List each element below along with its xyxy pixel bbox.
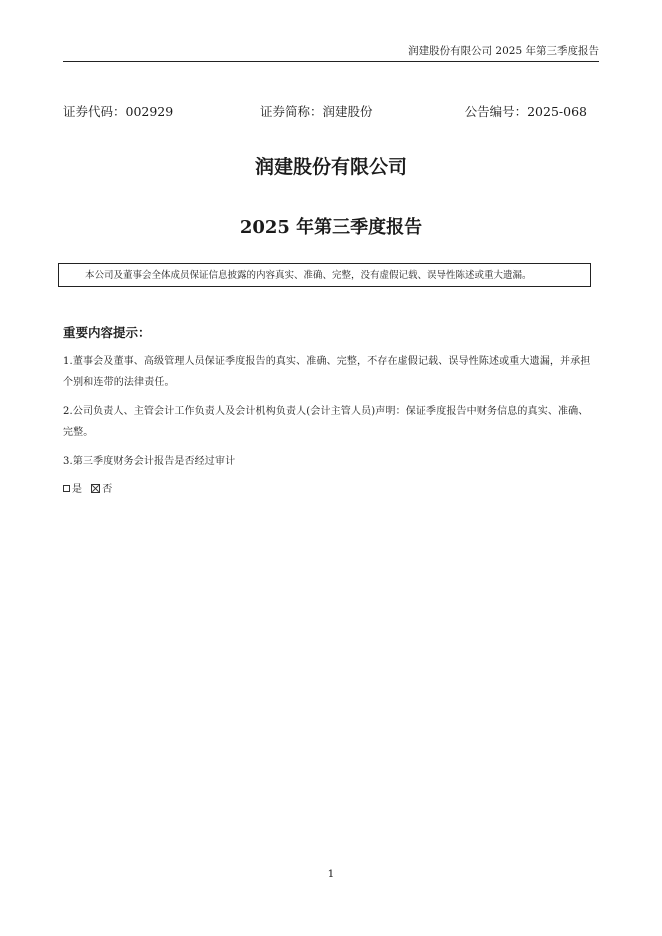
- company-name-title: 润建股份有限公司: [254, 156, 407, 178]
- hint-item-3: 3.第三季度财务会计报告是否经过审计: [63, 456, 236, 467]
- yes-checkbox-icon: [63, 485, 70, 492]
- hint-item-2: 2.公司负责人、主管会计工作负责人及会计机构负责人(会计主管人员)声明：保证季度报告中财务信息的真实、准确、完整。: [63, 406, 589, 438]
- running-title: 润建股份有限公司 2025 年第三季度报告: [408, 45, 599, 57]
- important-hints-heading: 重要内容提示：: [63, 325, 151, 340]
- disclosure-statement-box: [58, 263, 591, 287]
- security-info-row: [63, 103, 587, 121]
- audit-choice-row: [63, 479, 112, 500]
- page-number: 1: [327, 868, 335, 880]
- no-option-label: 否: [102, 484, 113, 495]
- security-abbreviation: 证券简称：润建股份: [260, 104, 373, 119]
- notice-number: 公告编号：2025-068: [464, 104, 587, 119]
- disclosure-statement: 本公司及董事会全体成员保证信息披露的内容真实、准确、完整，没有虚假记载、误导性陈述或重大遗漏。: [85, 270, 532, 281]
- yes-option-label: 是: [72, 484, 82, 495]
- report-title: 2025 年第三季度报告: [239, 217, 423, 238]
- security-code: 证券代码：002929: [63, 104, 174, 119]
- hint-item-1: 1.董事会及董事、高级管理人员保证季度报告的真实、准确、完整，不存在虚假记载、误导性陈述或重大遗漏，并承担个别和连带的法律责任。: [63, 356, 591, 388]
- running-header: [63, 44, 599, 62]
- no-checkbox-checked-icon: [91, 484, 100, 493]
